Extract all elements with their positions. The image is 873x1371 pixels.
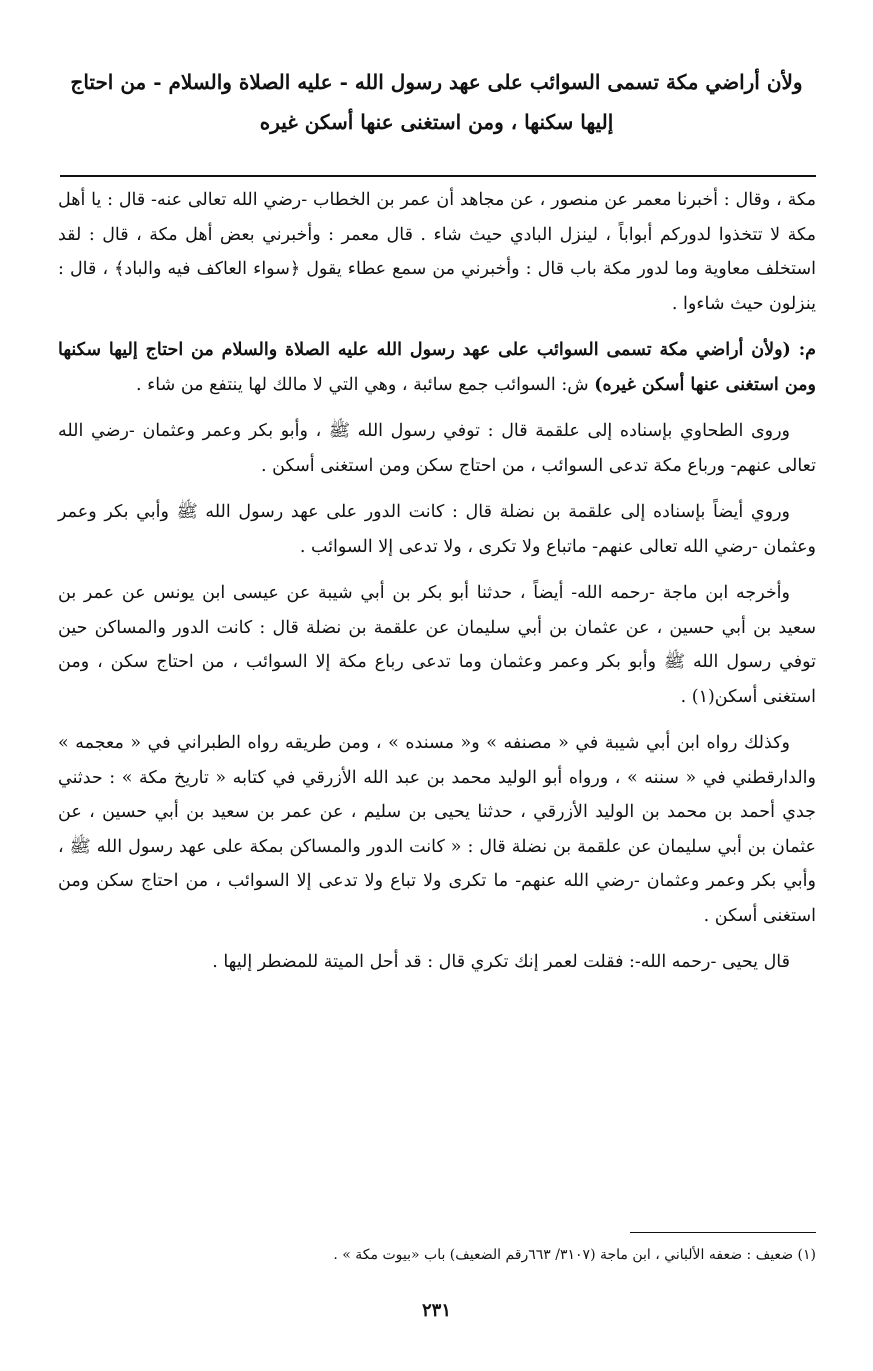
paragraph-5: وكذلك رواه ابن أبي شيبة في « مصنفه » و« مسنده » ، ومن طريقه رواه الطبراني في « معجمه » والدارقطني في « سننه » ، ورواه أبو الوليد محمد بن عبد الله الأزرقي في كتابه « تاريخ مكة » : حدثني جدي أحمد بن محمد بن الوليد الأزرقي ، حدثنا يحيى بن سليم ، عن عمر بن سعيد بن أبي حسين ، عن عثمان بن أبي سليمان عن علقمة بن نضلة قال : « كانت الدور والمساكن بمكة على عهد رسول الله ﷺ ، وأبي بكر وعمر وعثمان -رضي الله عنهم- ما تكرى ولا تباع ولا تدعى إلا السوائب ، من احتاج سكن ومن استغنى أسكن . [58,733,816,926]
page-header [50,62,823,142]
paragraph-2: وروى الطحاوي بإسناده إلى علقمة قال : توفي رسول الله ﷺ ، وأبو بكر وعمر وعثمان -رضي الله تعالى عنهم- ورباع مكة تدعى السوائب ، من احتاج سكن ومن استغنى أسكن . [58,421,816,476]
matn-label: م: [790,340,817,360]
footnote-divider [630,1232,816,1233]
paragraph-6: قال يحيى -رحمه الله-: فقلت لعمر إنك تكري قال : قد أحل الميتة للمضطر إليها . [212,952,790,972]
page-body [58,183,816,992]
paragraph-1: مكة ، وقال : أخبرنا معمر عن منصور ، عن مجاهد أن عمر بن الخطاب -رضي الله تعالى عنه- قال : يا أهل مكة لا تتخذوا لدوركم أبواباً ، لينزل البادي حيث شاء . قال معمر : وأخبرني بعض أهل مكة ، قال : لقد استخلف معاوية وما لدور مكة باب قال : وأخبرني من سمع عطاء يقول ﴿سواء العاكف فيه والباد﴾ ، قال : ينزلون حيث شاءوا . [58,190,816,314]
matn-paragraph [58,333,816,402]
paragraph-4: وأخرجه ابن ماجة -رحمه الله- أيضاً ، حدثنا أبو بكر بن أبي شيبة عن عيسى ابن يونس عن عمر بن سعيد بن أبي حسين ، عن عثمان بن أبي سليمان عن علقمة بن نضلة قال : كانت الدور والمساكن حين توفي رسول الله ﷺ وأبو بكر وعمر وعثمان وما تدعى رباع مكة إلا السوائب ، من احتاج سكن ، ومن استغنى أسكن(١) . [58,583,816,707]
sharh-text: السوائب جمع سائبة ، وهي التي لا مالك لها ينتفع من شاء . [135,374,556,395]
paragraph-3: وروي أيضاً بإسناده إلى علقمة بن نضلة قال : كانت الدور على عهد رسول الله ﷺ وأبي بكر وعمر وعثمان -رضي الله تعالى عنهم- ماتباع ولا تكرى ، ولا تدعى إلا السوائب . [58,502,816,557]
page-number: ٢٣١ [421,1300,451,1321]
sharh-label: ش: [555,374,595,395]
header-divider [60,175,816,177]
header-line-1: ولأن أراضي مكة تسمى السوائب على عهد رسول الله - عليه الصلاة والسلام - من احتاج [70,70,803,94]
header-line-2: إليها سكنها ، ومن استغنى عنها أسكن غيره [259,110,614,134]
footnote: (١) ضعيف : ضعفه الألباني ، ابن ماجة (٣١٠٧/ ٦٦٣رقم الضعيف) باب «بيوت مكة » . [333,1247,816,1263]
matn-text: (ولأن أراضي مكة تسمى السوائب على عهد رسول الله عليه الصلاة والسلام من احتاج إليها سكنها ومن استغنى عنها أسكن غيره) [58,340,816,395]
